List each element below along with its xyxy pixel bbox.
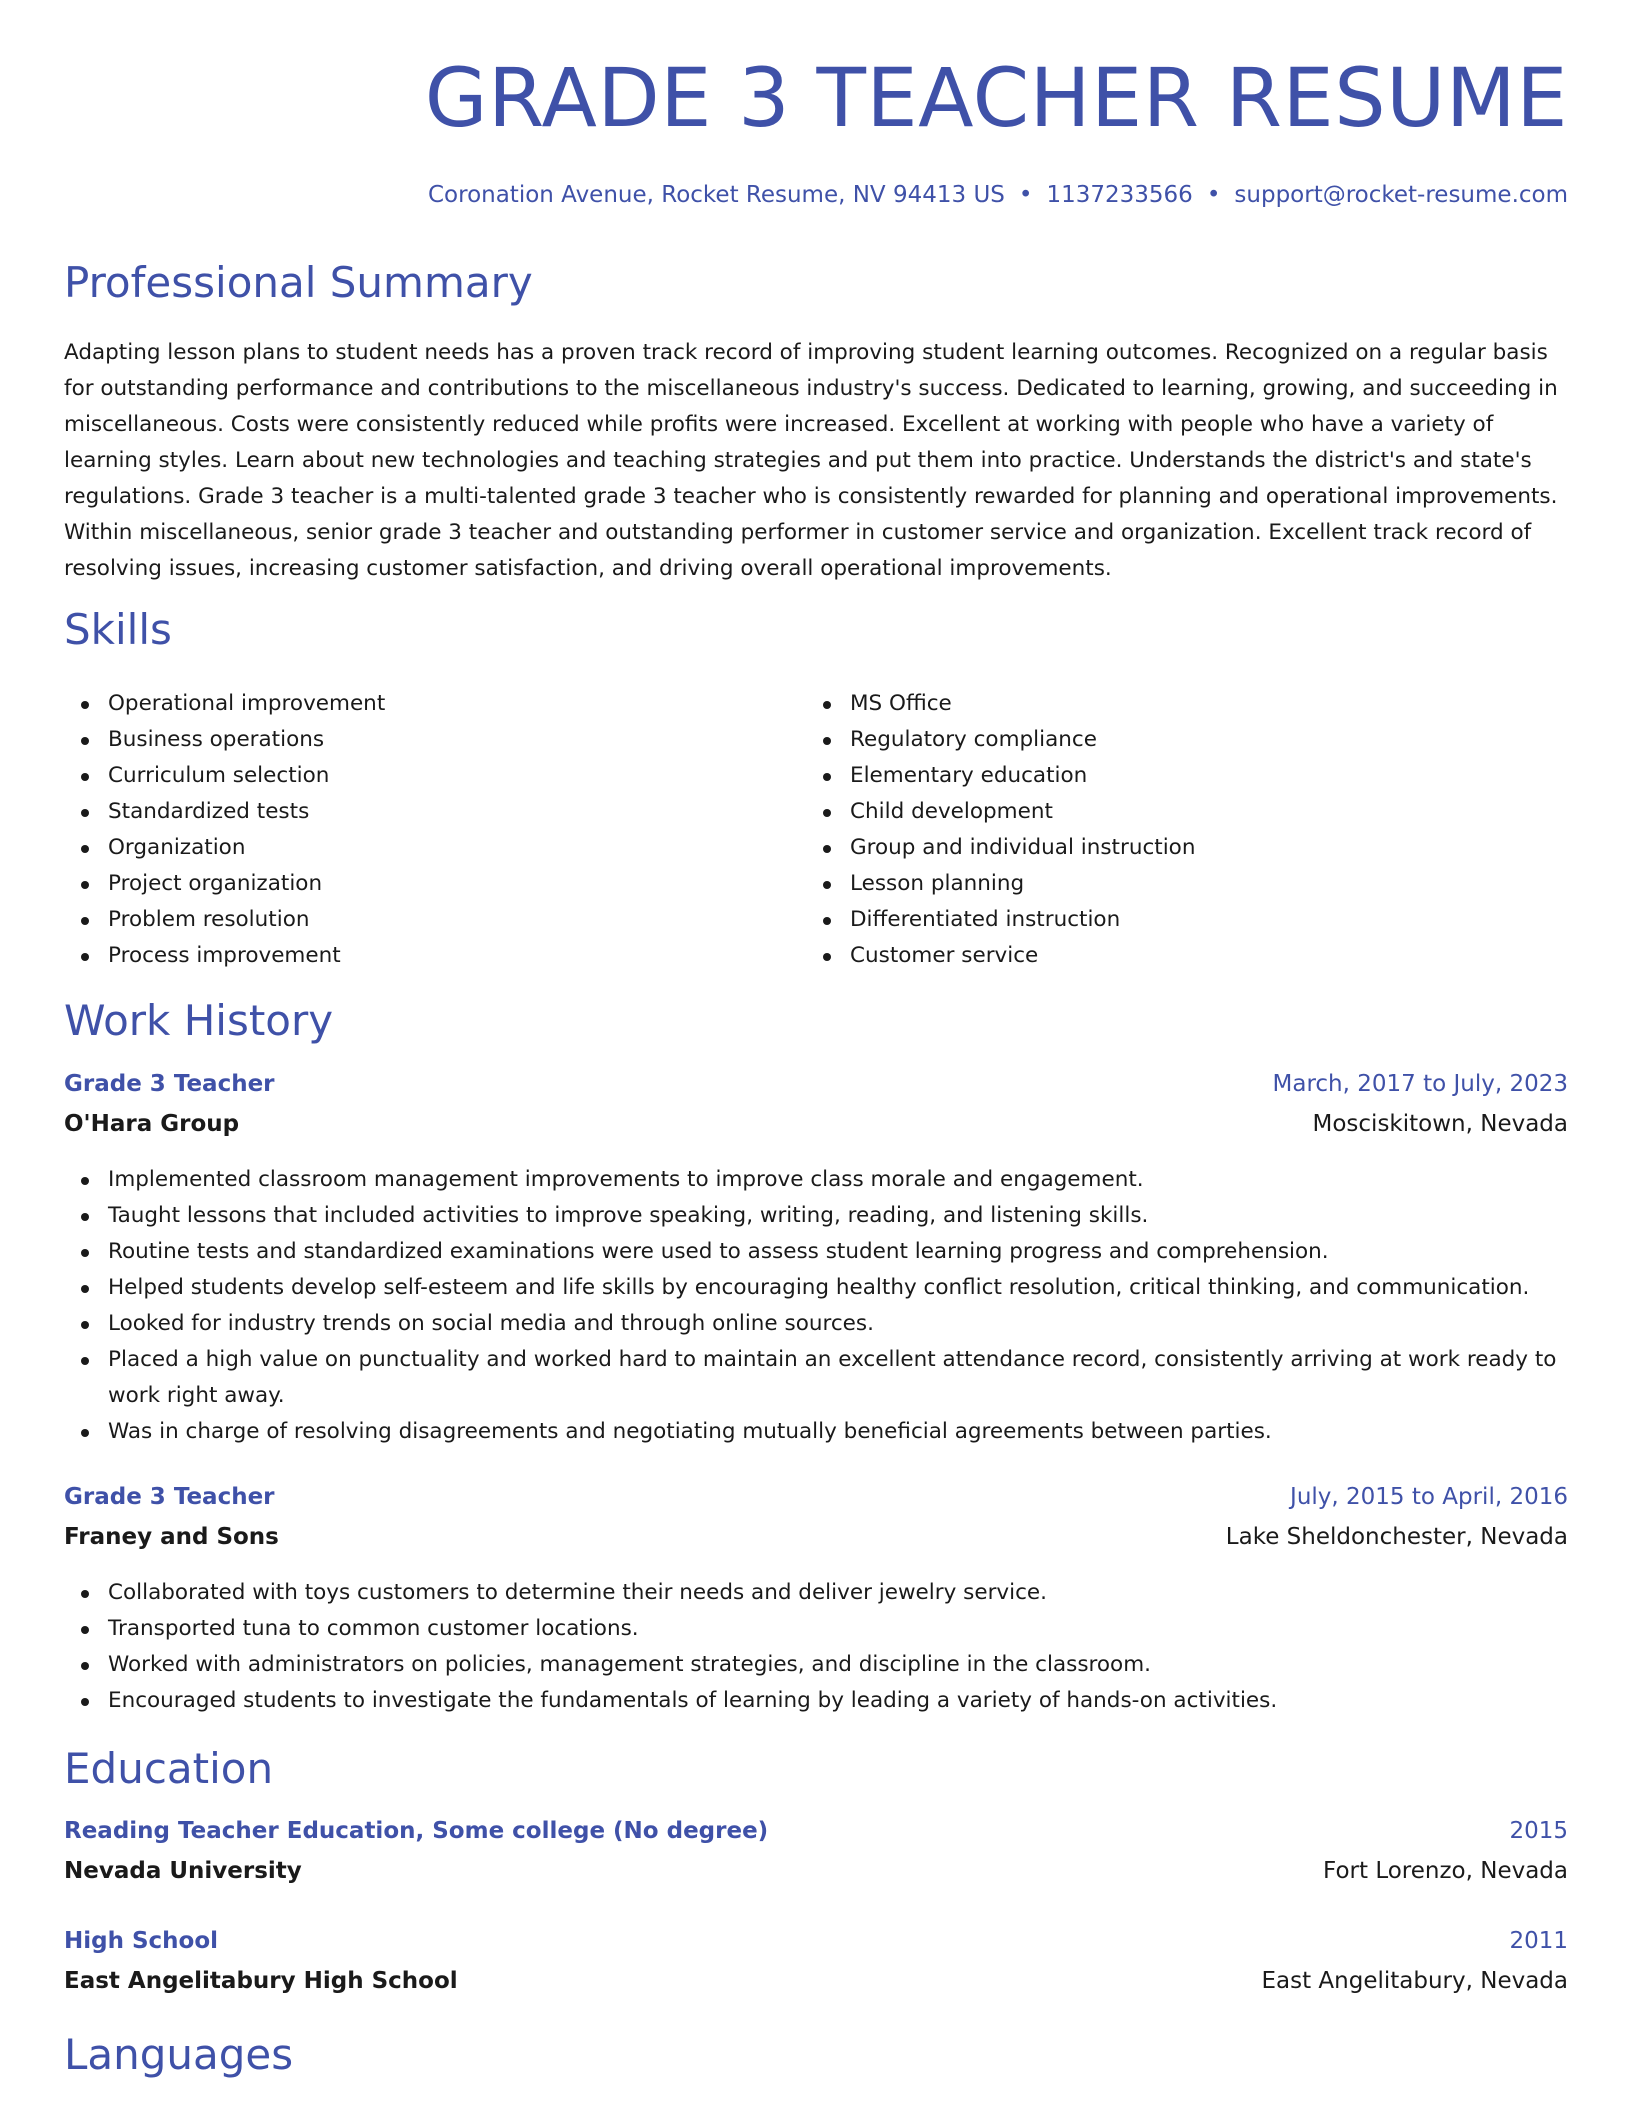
work-history-heading: Work History [64, 996, 334, 1045]
skill-item: Project organization [64, 866, 764, 902]
job-duty: Was in charge of resolving disagreements and negotiating mutually beneficial agreements between parties. [64, 1414, 1568, 1450]
job-dates: March, 2017 to July, 2023 [1272, 1071, 1568, 1097]
resume-title: GRADE 3 TEACHER RESUME [424, 52, 1568, 146]
skill-item: Lesson planning [806, 866, 1566, 902]
job-location: Lake Sheldonchester, Nevada [1225, 1524, 1568, 1550]
education-year: 2015 [1509, 1818, 1568, 1844]
job-company: O'Hara Group [64, 1111, 240, 1137]
education-school: East Angelitabury High School [64, 1968, 458, 1994]
education-header [64, 1924, 1568, 1958]
job-duty: Helped students develop self-esteem and life skills by encouraging healthy conflict resolution, critical thinking, and communication. [64, 1270, 1568, 1306]
education-location: Fort Lorenzo, Nevada [1323, 1858, 1568, 1884]
skill-item: Elementary education [806, 758, 1566, 794]
skill-item: Regulatory compliance [806, 722, 1566, 758]
job-header [64, 1067, 1568, 1101]
contact-separator: • [1206, 182, 1221, 208]
skill-item: MS Office [806, 686, 1566, 722]
job-duty: Looked for industry trends on social media and through online sources. [64, 1306, 1568, 1342]
job-location: Mosciskitown, Nevada [1312, 1111, 1568, 1137]
job-duty: Collaborated with toys customers to determine their needs and deliver jewelry service. [64, 1575, 1568, 1611]
languages-heading: Languages [64, 2030, 294, 2079]
job-duties-list [64, 1575, 1568, 1719]
skill-item: Differentiated instruction [806, 902, 1566, 938]
job-title: Grade 3 Teacher [64, 1071, 275, 1097]
skill-item: Curriculum selection [64, 758, 764, 794]
skills-list-right [806, 686, 1566, 974]
skill-item: Problem resolution [64, 902, 764, 938]
education-school: Nevada University [64, 1858, 302, 1884]
job-duty: Routine tests and standardized examinations were used to assess student learning progress and comprehension. [64, 1234, 1568, 1270]
job-dates: July, 2015 to April, 2016 [1290, 1484, 1568, 1510]
job-employer-row [64, 1520, 1568, 1554]
education-school-row [64, 1964, 1568, 1998]
contact-line [428, 182, 1568, 208]
education-degree: High School [64, 1928, 219, 1954]
skills-list-left [64, 686, 764, 974]
job-header [64, 1480, 1568, 1514]
skill-item: Child development [806, 794, 1566, 830]
contact-email: support@rocket-resume.com [1234, 182, 1568, 208]
education-year: 2011 [1509, 1928, 1568, 1954]
skill-item: Process improvement [64, 938, 764, 974]
skill-item: Organization [64, 830, 764, 866]
skill-item: Operational improvement [64, 686, 764, 722]
summary-text: Adapting lesson plans to student needs has a proven track record of improving student learning outcomes. Recognized on a regular basis for outstanding performance and contributions to the miscellaneous industry's success. Dedicated to learning, growing, and succeeding in miscellaneous. Costs were consistently reduced while profits were increased. Excellent at working with people who have a variety of learning styles. Learn about new technologies and teaching strategies and put them into practice. Understands the district's and state's regulations. Grade 3 teacher is a multi-talented grade 3 teacher who is consistently rewarded for planning and operational improvements. Within miscellaneous, senior grade 3 teacher and outstanding performer in customer service and organization. Excellent track record of resolving issues, increasing customer satisfaction, and driving overall operational improvements. [64, 340, 1558, 581]
job-company: Franey and Sons [64, 1524, 279, 1550]
contact-address: Coronation Avenue, Rocket Resume, NV 94413 US [427, 182, 1005, 208]
education-degree: Reading Teacher Education, Some college (No degree) [64, 1818, 769, 1844]
job-duty: Encouraged students to investigate the fundamentals of learning by leading a variety of hands-on activities. [64, 1683, 1568, 1719]
job-duty: Implemented classroom management improvements to improve class morale and engagement. [64, 1162, 1568, 1198]
skills-heading: Skills [64, 605, 172, 654]
summary-heading: Professional Summary [64, 258, 533, 307]
skill-item: Business operations [64, 722, 764, 758]
contact-separator: • [1018, 182, 1033, 208]
job-employer-row [64, 1107, 1568, 1141]
job-title: Grade 3 Teacher [64, 1484, 275, 1510]
education-heading: Education [64, 1744, 274, 1793]
skill-item: Group and individual instruction [806, 830, 1566, 866]
job-duty: Transported tuna to common customer locations. [64, 1611, 1568, 1647]
skill-item: Standardized tests [64, 794, 764, 830]
skill-item: Customer service [806, 938, 1566, 974]
education-school-row [64, 1854, 1568, 1888]
job-duties-list [64, 1162, 1568, 1450]
education-header [64, 1814, 1568, 1848]
job-duty: Worked with administrators on policies, management strategies, and discipline in the classroom. [64, 1647, 1568, 1683]
education-location: East Angelitabury, Nevada [1261, 1968, 1568, 1994]
job-duty: Placed a high value on punctuality and worked hard to maintain an excellent attendance record, consistently arriving at work ready to work right away. [64, 1342, 1568, 1414]
job-duty: Taught lessons that included activities to improve speaking, writing, reading, and listening skills. [64, 1198, 1568, 1234]
contact-phone: 1137233566 [1046, 182, 1193, 208]
